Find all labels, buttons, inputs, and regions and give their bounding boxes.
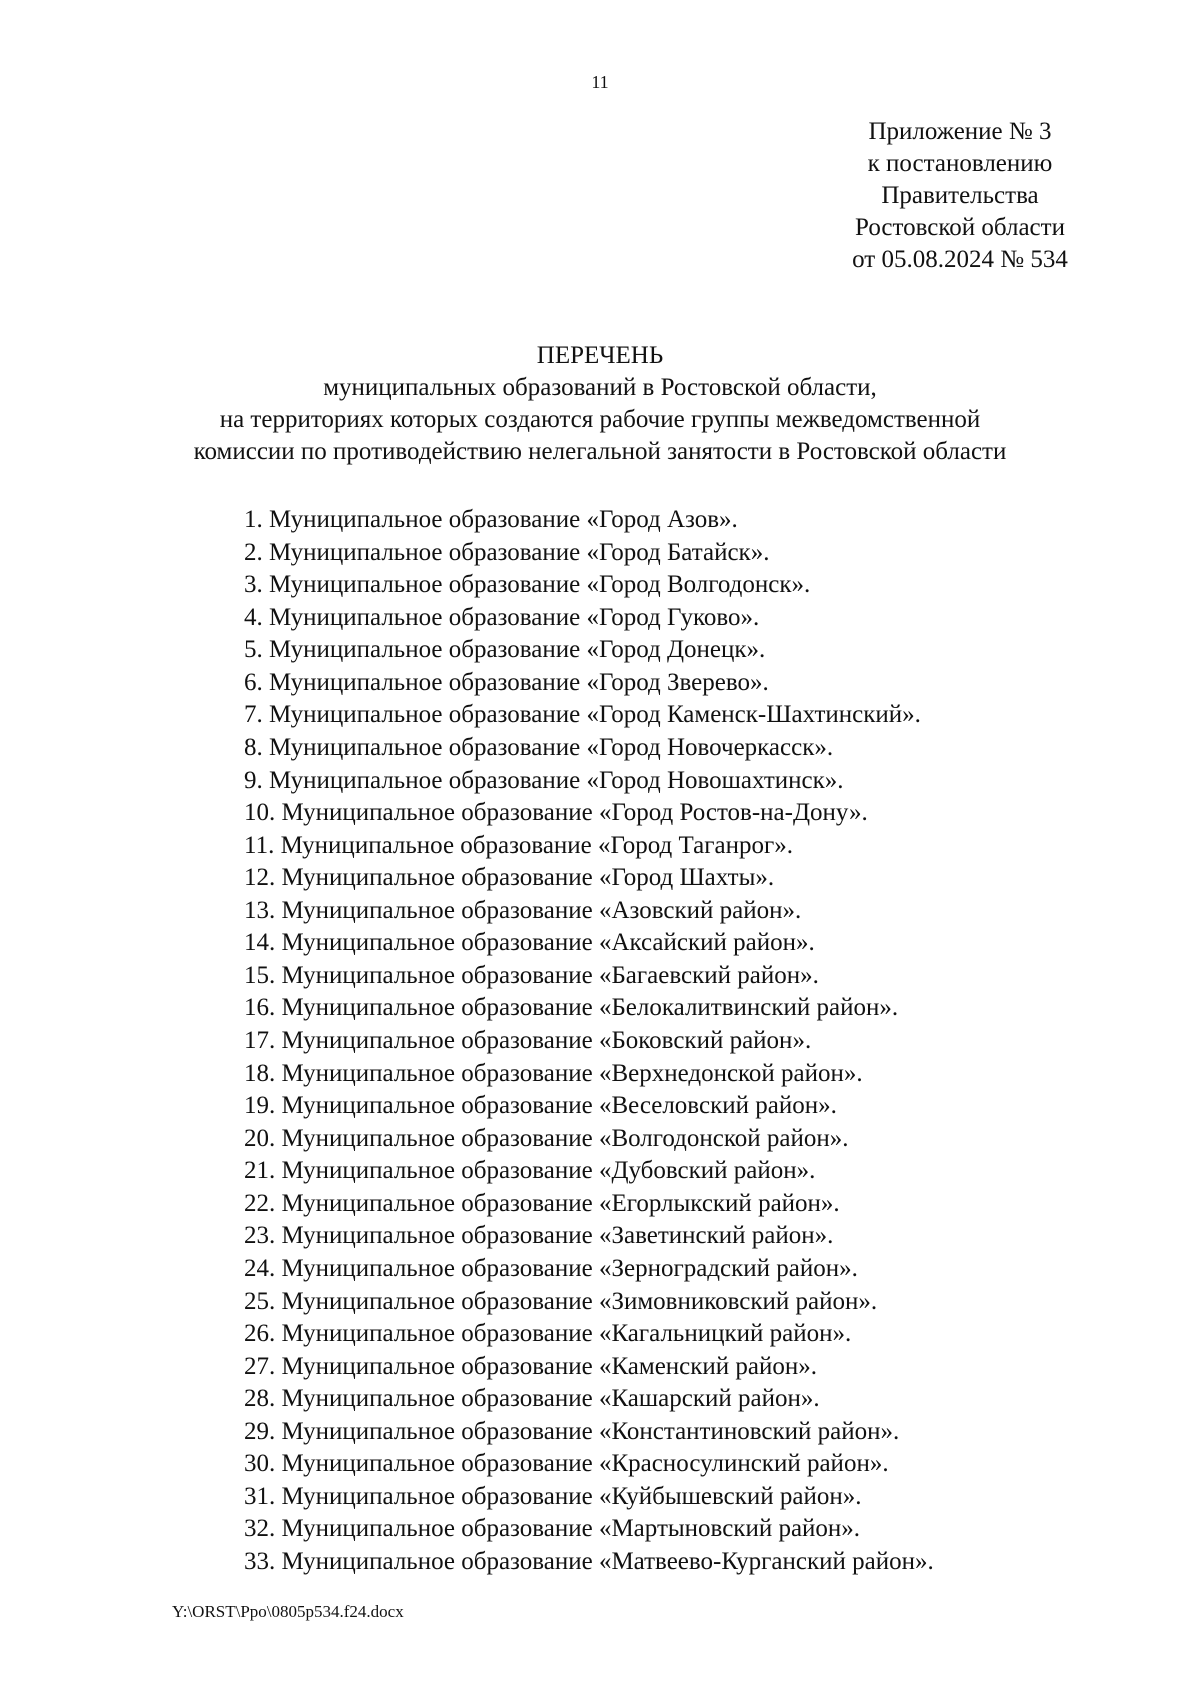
list-item: 33. Муниципальное образование «Матвеево-Курганский район». (244, 1548, 934, 1575)
list-item: 4. Муниципальное образование «Город Гуково». (244, 603, 760, 631)
appendix-line: Правительства (881, 182, 1039, 209)
list-item: 7. Муниципальное образование «Город Каменск-Шахтинский». (244, 701, 921, 729)
list-item: 32. Муниципальное образование «Мартыновский район». (244, 1515, 861, 1543)
appendix-line: от 05.08.2024 № 534 (852, 246, 1068, 273)
appendix-header (820, 116, 1100, 276)
list-item: 25. Муниципальное образование «Зимовниковский район». (244, 1287, 878, 1315)
list-item: 27. Муниципальное образование «Каменский район». (244, 1352, 818, 1380)
appendix-line: Ростовской области (855, 214, 1065, 241)
list-item: 6. Муниципальное образование «Город Зверево». (244, 668, 769, 696)
list-item: 22. Муниципальное образование «Егорлыкский район». (244, 1189, 840, 1217)
title-line: комиссии по противодействию нелегальной занятости в Ростовской области (193, 438, 1007, 465)
list-item: 16. Муниципальное образование «Белокалитвинский район». (244, 994, 899, 1022)
municipality-list (244, 504, 934, 1579)
list-item: 1. Муниципальное образование «Город Азов». (244, 506, 738, 533)
list-item: 13. Муниципальное образование «Азовский район». (244, 896, 802, 924)
list-item: 8. Муниципальное образование «Город Новочеркасск». (244, 733, 834, 761)
document-title (150, 340, 1050, 468)
list-item: 9. Муниципальное образование «Город Новошахтинск». (244, 766, 844, 794)
list-item: 30. Муниципальное образование «Красносулинский район». (244, 1450, 889, 1478)
list-item: 15. Муниципальное образование «Багаевский район». (244, 961, 819, 989)
list-item: 19. Муниципальное образование «Веселовский район». (244, 1092, 837, 1120)
list-item: 3. Муниципальное образование «Город Волгодонск». (244, 571, 811, 599)
title-line: муниципальных образований в Ростовской области, (323, 374, 877, 401)
list-item: 10. Муниципальное образование «Город Ростов-на-Дону». (244, 799, 868, 827)
title-line: на территориях которых создаются рабочие группы межведомственной (219, 406, 981, 433)
appendix-line: к постановлению (867, 150, 1053, 177)
list-item: 28. Муниципальное образование «Кашарский район». (244, 1385, 820, 1413)
list-item: 26. Муниципальное образование «Кагальницкий район». (244, 1320, 852, 1348)
list-item: 23. Муниципальное образование «Заветинский район». (244, 1222, 834, 1250)
list-item: 17. Муниципальное образование «Боковский район». (244, 1027, 812, 1054)
list-item: 29. Муниципальное образование «Константиновский район». (244, 1417, 900, 1445)
list-item: 20. Муниципальное образование «Волгодонской район». (244, 1124, 849, 1152)
list-item: 11. Муниципальное образование «Город Таганрог». (244, 831, 793, 859)
list-item: 5. Муниципальное образование «Город Донецк». (244, 636, 766, 664)
appendix-line: Приложение № 3 (868, 118, 1052, 145)
file-path-footer: Y:\ORST\Ppo\0805p534.f24.docx (172, 1602, 404, 1621)
list-item: 18. Муниципальное образование «Верхнедонской район». (244, 1059, 863, 1087)
list-item: 21. Муниципальное образование «Дубовский район». (244, 1157, 816, 1185)
list-item: 31. Муниципальное образование «Куйбышевский район». (244, 1482, 862, 1510)
list-item: 2. Муниципальное образование «Город Батайск». (244, 538, 770, 566)
list-item: 12. Муниципальное образование «Город Шахты». (244, 864, 775, 892)
list-item: 24. Муниципальное образование «Зерноградский район». (244, 1254, 858, 1282)
list-item: 14. Муниципальное образование «Аксайский район». (244, 929, 815, 957)
page-number: 11 (591, 72, 609, 92)
title-heading: ПЕРЕЧЕНЬ (536, 342, 664, 369)
